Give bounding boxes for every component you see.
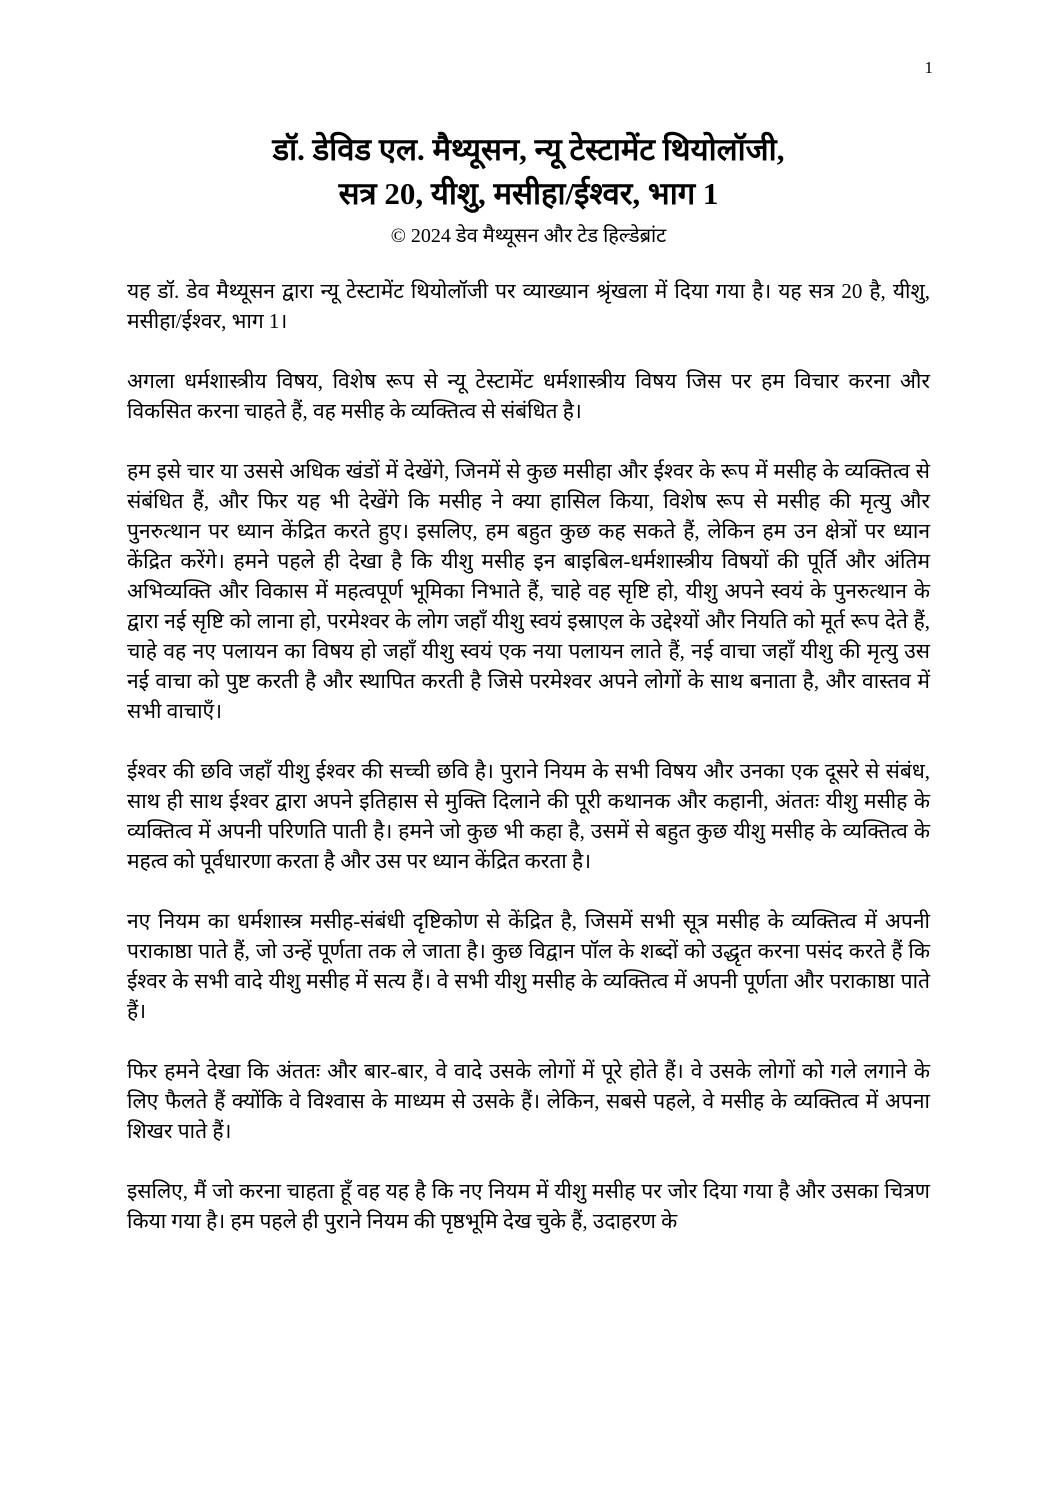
document-body <box>127 276 930 1236</box>
title-line-1: डॉ. डेविड एल. मैथ्यूसन, न्यू टेस्टामेंट थियोलॉजी, <box>272 132 785 167</box>
paragraph-3: हम इसे चार या उससे अधिक खंडों में देखेंगे, जिनमें से कुछ मसीहा और ईश्वर के रूप में मसीह के व्यक्तित्व से संबंधित हैं, और फिर यह भी देखेंगे कि मसीह ने क्या हासिल किया, विशेष रूप से मसीह की मृत्यु और पुनरुत्थान पर ध्यान केंद्रित करते हुए। इसलिए, हम बहुत कुछ कह सकते हैं, लेकिन हम उन क्षेत्रों पर ध्यान केंद्रित करेंगे। हमने पहले ही देखा है कि यीशु मसीह इन बाइबिल-धर्मशास्त्रीय विषयों की पूर्ति और अंतिम अभिव्यक्ति और विकास में महत्वपूर्ण भूमिका निभाते हैं, चाहे वह सृष्टि हो, यीशु अपने स्वयं के पुनरुत्थान के द्वारा नई सृष्टि को लाना हो, परमेश्वर के लोग जहाँ यीशु स्वयं इस्राएल के उद्देश्यों और नियति को मूर्त रूप देते हैं, चाहे वह नए पलायन का विषय हो जहाँ यीशु स्वयं एक नया पलायन लाते हैं, नई वाचा जहाँ यीशु की मृत्यु उस नई वाचा को पुष्ट करती है और स्थापित करती है जिसे परमेश्वर अपने लोगों के साथ बनाता है, और वास्तव में सभी वाचाएँ। <box>127 459 930 724</box>
paragraph-1: यह डॉ. डेव मैथ्यूसन द्वारा न्यू टेस्टामेंट थियोलॉजी पर व्याख्यान श्रृंखला में दिया गया है। यह सत्र 20 है, यीशु, मसीहा/ईश्वर, भाग 1। <box>127 279 930 334</box>
document-header <box>127 128 930 250</box>
paragraph-4: ईश्वर की छवि जहाँ यीशु ईश्वर की सच्ची छवि है। पुराने नियम के सभी विषय और उनका एक दूसरे से संबंध, साथ ही साथ ईश्वर द्वारा अपने इतिहास से मुक्ति दिलाने की पूरी कथानक और कहानी, अंततः यीशु मसीह के व्यक्तित्व में अपनी परिणति पाती है। हमने जो कुछ भी कहा है, उसमें से बहुत कुछ यीशु मसीह के व्यक्तित्व के महत्व को पूर्वधारणा करता है और उस पर ध्यान केंद्रित करता है। <box>127 759 930 874</box>
page-number: 1 <box>924 58 933 77</box>
paragraph-2: अगला धर्मशास्त्रीय विषय, विशेष रूप से न्यू टेस्टामेंट धर्मशास्त्रीय विषय जिस पर हम विचार करना और विकसित करना चाहते हैं, वह मसीह के व्यक्तित्व से संबंधित है। <box>127 369 930 424</box>
title-line-2: सत्र 20, यीशु, मसीहा/ईश्वर, भाग 1 <box>338 176 719 212</box>
document-title <box>127 128 930 216</box>
paragraph-7: इसलिए, मैं जो करना चाहता हूँ वह यह है कि नए नियम में यीशु मसीह पर जोर दिया गया है और उसका चित्रण किया गया है। हम पहले ही पुराने नियम की पृष्ठभूमि देख चुके हैं, उदाहरण के <box>127 1179 930 1234</box>
paragraph-6: फिर हमने देखा कि अंततः और बार-बार, वे वादे उसके लोगों में पूरे होते हैं। वे उसके लोगों को गले लगाने के लिए फैलते हैं क्योंकि वे विश्वास के माध्यम से उसके हैं। लेकिन, सबसे पहले, वे मसीह के व्यक्तित्व में अपना शिखर पाते हैं। <box>127 1059 930 1144</box>
copyright-line: © 2024 डेव मैथ्यूसन और टेड हिल्डेब्रांट <box>390 225 667 248</box>
paragraph-5: नए नियम का धर्मशास्त्र मसीह-संबंधी दृष्टिकोण से केंद्रित है, जिसमें सभी सूत्र मसीह के व्यक्तित्व में अपनी पराकाष्ठा पाते हैं, जो उन्हें पूर्णता तक ले जाता है। कुछ विद्वान पॉल के शब्दों को उद्धृत करना पसंद करते हैं कि ईश्वर के सभी वादे यीशु मसीह में सत्य हैं। वे सभी यीशु मसीह के व्यक्तित्व में अपनी पूर्णता और पराकाष्ठा पाते हैं। <box>127 909 930 1024</box>
